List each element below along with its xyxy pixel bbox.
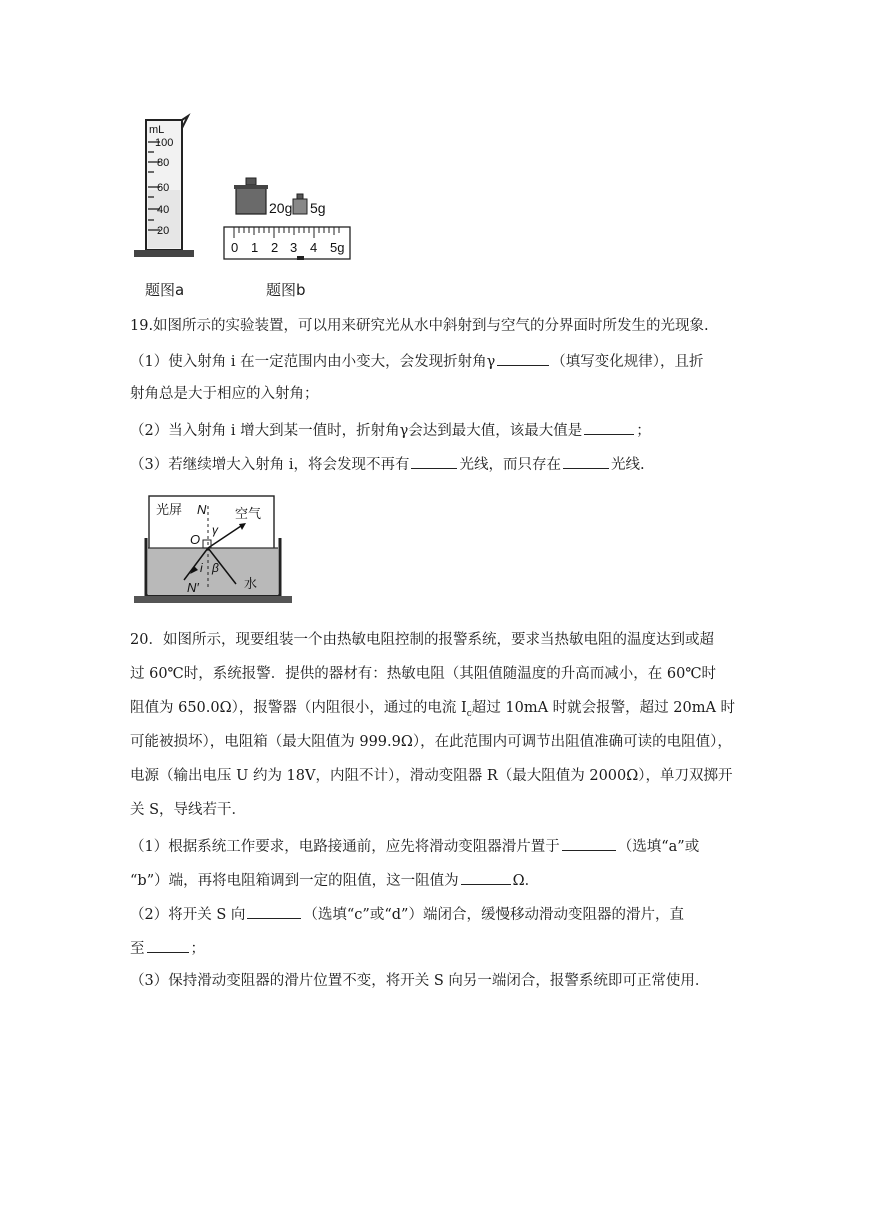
cylinder-tick-label: 80 (157, 157, 170, 169)
incidence-angle-label: i (200, 561, 203, 575)
gamma-label: γ (212, 523, 218, 537)
answer-blank[interactable] (497, 350, 549, 366)
scale-label: 5g (330, 240, 345, 255)
q19-refraction-figure (132, 492, 294, 606)
cylinder-unit: mL (149, 124, 165, 136)
air-label: 空气 (235, 506, 262, 521)
answer-blank[interactable] (584, 419, 634, 435)
weight-20g-label: 20g (269, 200, 293, 216)
q19-stem: 19.如图所示的实验装置，可以用来研究光从水中斜射到与空气的分界面时所发生的光现象. (130, 318, 709, 334)
answer-blank[interactable] (563, 453, 609, 469)
scale-label: 1 (251, 240, 259, 255)
q20-part2-cont: 至 ； (130, 937, 750, 959)
q19-part3: （3）若继续增大入射角 i，将会发现不再有 光线，而只存在 光线. (130, 453, 750, 475)
answer-blank[interactable] (247, 903, 301, 919)
q20-part1: （1）根据系统工作要求，电路接通前，应先将滑动变阻器滑片置于 （选填“a”或 (130, 835, 750, 857)
answer-blank[interactable] (147, 937, 189, 953)
scale-label: 4 (310, 240, 318, 255)
q20-line5: 电源（输出电压 U 约为 18V，内阻不计），滑动变阻器 R（最大阻值为 2000Ω），单刀双掷开 (130, 768, 733, 784)
q20-line6: 关 S，导线若干． (130, 802, 247, 818)
screen-label: 光屏 (156, 502, 183, 517)
beta-label: β (212, 561, 219, 575)
figure-b-balance (220, 172, 354, 264)
answer-blank[interactable] (461, 869, 511, 885)
q19-part2: （2）当入射角 i 增大到某一值时，折射角γ会达到最大值，该最大值是 ； (130, 419, 750, 441)
cylinder-tick-label: 60 (157, 182, 170, 194)
scale-rider (297, 256, 304, 260)
scale-label: 2 (271, 240, 279, 255)
q20-line2: 过 60℃时，系统报警．提供的器材有：热敏电阻（其阻值随温度的升高而减小，在 60℃时 (130, 666, 717, 682)
q20-line4: 可能被损坏），电阻箱（最大阻值为 999.9Ω），在此范围内可调节出阻值准确可读的电阻值）， (130, 734, 732, 750)
q20-part3: （3）保持滑动变阻器的滑片位置不变，将开关 S 向另一端闭合，报警系统即可正常使用． (130, 973, 710, 989)
q19-part1-cont: 射角总是大于相应的入射角； (130, 386, 319, 402)
answer-blank[interactable] (562, 835, 616, 851)
point-o-label: O (190, 532, 201, 547)
figure-a-caption: 题图a (145, 281, 185, 299)
answer-blank[interactable] (411, 453, 457, 469)
weight-5g-label: 5g (310, 200, 326, 216)
q20-line1: 20．如图所示，现要组装一个由热敏电阻控制的报警系统，要求当热敏电阻的温度达到或超 (130, 632, 714, 648)
scale-label: 3 (290, 240, 298, 255)
q20-part2: （2）将开关 S 向 （选填“c”或“d”）端闭合，缓慢移动滑动变阻器的滑片，直 (130, 903, 750, 925)
figure-a-cylinder (130, 112, 210, 262)
cylinder-tick-label: 20 (157, 225, 170, 237)
cylinder-tick-label: 100 (155, 137, 174, 149)
water-label: 水 (244, 576, 258, 591)
normal-n-prime-label: N′ (187, 580, 199, 595)
q20-part1-cont: “b”）端，再将电阻箱调到一定的阻值，这一阻值为 Ω． (130, 869, 750, 891)
q20-line3: 阻值为 650.0Ω），报警器（内阻很小，通过的电流 $I_c$超过 10mA 时就会报警，超过 20mA 时 (130, 700, 736, 719)
q19-part1: （1）使入射角 i 在一定范围内由小变大，会发现折射角γ （填写变化规律），且折 (130, 350, 750, 372)
figure-b-caption: 题图b (266, 281, 306, 299)
scale-label: 0 (231, 240, 239, 255)
cylinder-tick-label: 40 (157, 204, 170, 216)
normal-n-label: N (197, 502, 207, 517)
